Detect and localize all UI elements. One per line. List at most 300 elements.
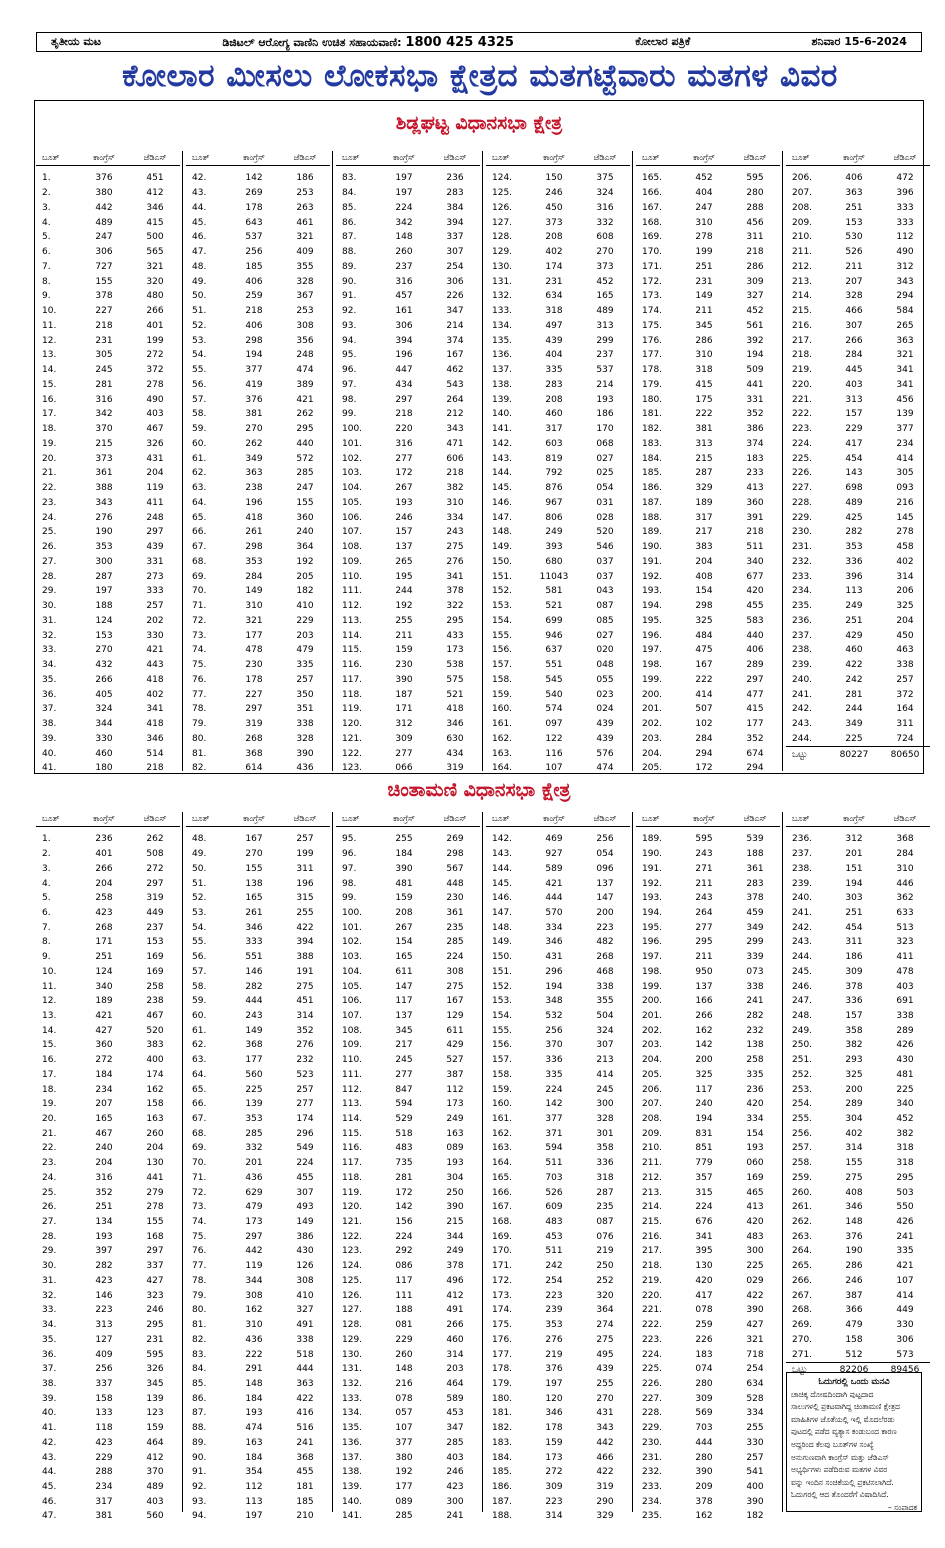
jds-votes: 583: [746, 615, 764, 626]
table-row: [36, 1244, 180, 1259]
congress-votes: 537: [245, 232, 263, 243]
booth-number: 14.: [42, 1025, 57, 1036]
jds-votes: 388: [296, 952, 314, 963]
booth-number: 152.: [492, 586, 513, 597]
jds-votes: 489: [146, 1481, 164, 1492]
congress-votes: 366: [845, 1305, 863, 1316]
jds-votes: 333: [896, 217, 914, 228]
jds-votes: 308: [296, 1275, 314, 1286]
jds-votes: 402: [896, 556, 914, 567]
table-row: [186, 950, 330, 965]
table-row: [636, 643, 780, 658]
table-row: [486, 1288, 630, 1303]
congress-votes: 483: [395, 1143, 413, 1154]
congress-votes: 183: [695, 1349, 713, 1360]
table-row: [36, 422, 180, 437]
booth-number: 140.: [342, 1496, 363, 1507]
column-divider: [632, 812, 633, 1512]
booth-number: 218.: [642, 1261, 663, 1272]
jds-votes: 060: [746, 1158, 764, 1169]
table-column: [336, 812, 480, 1524]
jds-votes: 270: [596, 1393, 614, 1404]
table-row: [786, 378, 930, 393]
congress-votes: 112: [245, 1481, 263, 1492]
booth-number: 20.: [42, 453, 57, 464]
congress-votes: 272: [95, 1055, 113, 1066]
table-row: [336, 407, 480, 422]
booth-number: 164.: [492, 1158, 513, 1169]
column-divider: [182, 151, 183, 771]
booth-number: 58.: [192, 981, 207, 992]
booth-number: 249.: [792, 1025, 813, 1036]
booth-number: 53.: [192, 907, 207, 918]
table-row: [336, 673, 480, 688]
table-row: [486, 687, 630, 702]
booth-number: 187.: [642, 497, 663, 508]
booth-number: 88.: [192, 1423, 207, 1434]
jds-votes: 154: [746, 1128, 764, 1139]
congress-votes: 353: [545, 1320, 563, 1331]
table-row: [486, 1465, 630, 1480]
booth-number: 224.: [642, 1349, 663, 1360]
table-row: [186, 861, 330, 876]
congress-votes: 309: [545, 1481, 563, 1492]
congress-votes: 352: [95, 1187, 113, 1198]
booth-number: 138.: [492, 379, 513, 390]
jds-votes: 286: [746, 261, 764, 272]
booth-number: 12.: [42, 335, 57, 346]
table-row: [486, 407, 630, 422]
jds-votes: 246: [446, 1467, 464, 1478]
congress-votes: 149: [245, 586, 263, 597]
jds-votes: 265: [896, 320, 914, 331]
jds-votes: 389: [296, 379, 314, 390]
jds-votes: 308: [296, 320, 314, 331]
jds-votes: 455: [296, 1467, 314, 1478]
booth-number: 55.: [192, 937, 207, 948]
booth-number: 193.: [642, 893, 663, 904]
section1-title: ಶಿಡ್ಲಘಟ್ಟ ವಿಧಾನಸಭಾ ಕ್ಷೇತ್ರ: [395, 112, 563, 134]
jds-votes: 412: [446, 1290, 464, 1301]
jds-votes: 248: [146, 512, 164, 523]
congress-votes: 382: [845, 1040, 863, 1051]
congress-votes: 521: [545, 601, 563, 612]
jds-votes: 352: [746, 733, 764, 744]
booth-number: 49.: [192, 849, 207, 860]
table-row: [636, 1009, 780, 1024]
table-row: [786, 920, 930, 935]
booth-number: 243.: [792, 719, 813, 730]
booth-number: 149.: [492, 937, 513, 948]
jds-votes: 250: [446, 1187, 464, 1198]
congress-votes: 113: [245, 1496, 263, 1507]
jds-votes: 023: [596, 689, 614, 700]
jds-votes: 295: [896, 1172, 914, 1183]
jds-votes: 237: [596, 350, 614, 361]
booth-number: 43.: [42, 1452, 57, 1463]
congress-votes: 396: [845, 571, 863, 582]
congress-votes: 157: [845, 1010, 863, 1021]
congress-votes: 439: [545, 335, 563, 346]
jds-votes: 541: [746, 1467, 764, 1478]
table-row: [486, 1274, 630, 1289]
booth-number: 62.: [192, 468, 207, 479]
jds-votes: 576: [596, 748, 614, 759]
booth-number: 144.: [492, 863, 513, 874]
booth-number: 165.: [642, 173, 663, 184]
booth-number: 206.: [792, 173, 813, 184]
congress-votes: 102: [695, 719, 713, 730]
jds-votes: 328: [296, 733, 314, 744]
table-row: [636, 466, 780, 481]
booth-number: 229.: [792, 512, 813, 523]
booth-number: 26.: [42, 542, 57, 553]
booth-number: 16.: [42, 394, 57, 405]
congress-votes: 318: [695, 365, 713, 376]
congress-votes: 178: [545, 1423, 563, 1434]
table-row: [636, 1097, 780, 1112]
booth-number: 154.: [492, 1010, 513, 1021]
jds-votes: 516: [296, 1423, 314, 1434]
booth-number: 130.: [342, 1349, 363, 1360]
booth-number: 197.: [642, 645, 663, 656]
booth-number: 50.: [192, 291, 207, 302]
booth-number: 210.: [642, 1143, 663, 1154]
congress-votes: 361: [95, 468, 113, 479]
jds-header: ಜೆಡಿಎಸ್: [143, 153, 167, 162]
booth-number: 79.: [192, 719, 207, 730]
jds-votes: 390: [446, 1202, 464, 1213]
congress-votes: 078: [695, 1305, 713, 1316]
jds-votes: 464: [146, 1437, 164, 1448]
booth-number: 223.: [792, 424, 813, 435]
booth-number: 3.: [42, 863, 51, 874]
congress-votes: 240: [95, 1143, 113, 1154]
table-row: [336, 994, 480, 1009]
jds-votes: 307: [446, 247, 464, 258]
jds-votes: 309: [746, 276, 764, 287]
table-row: [636, 1229, 780, 1244]
congress-votes: 158: [95, 1393, 113, 1404]
booth-number: 40.: [42, 748, 57, 759]
congress-votes: 172: [395, 1187, 413, 1198]
table-row: [36, 702, 180, 717]
jds-votes: 249: [446, 1246, 464, 1257]
booth-number: 67.: [192, 1114, 207, 1125]
congress-votes: 154: [695, 586, 713, 597]
booth-number: 139.: [342, 1481, 363, 1492]
congress-votes: 251: [95, 1202, 113, 1213]
table-row: [36, 1112, 180, 1127]
congress-votes: 148: [395, 232, 413, 243]
jds-votes: 139: [896, 409, 914, 420]
booth-number: 98.: [342, 878, 357, 889]
booth-number: 216.: [642, 1231, 663, 1242]
jds-votes: 254: [746, 1364, 764, 1375]
notice-line: ಓದುಗರಲ್ಲಿ ಆದ ತೊಂದರೆಗೆ ವಿಷಾದಿಸಿದೆ.: [791, 1490, 889, 1500]
jds-votes: 383: [146, 1040, 164, 1051]
table-row: [786, 333, 930, 348]
table-column: [186, 151, 330, 776]
congress-votes: 727: [95, 261, 113, 272]
booth-number: 151.: [492, 571, 513, 582]
booth-number: 183.: [492, 1437, 513, 1448]
booth-number: 46.: [42, 1496, 57, 1507]
table-row: [186, 994, 330, 1009]
congress-votes: 418: [245, 512, 263, 523]
booth-number: 140.: [492, 409, 513, 420]
table-row: [36, 717, 180, 732]
booth-number: 133.: [492, 306, 513, 317]
booth-number: 182.: [492, 1423, 513, 1434]
booth-number: 202.: [642, 1025, 663, 1036]
booth-number: 117.: [342, 1158, 363, 1169]
table-row: [36, 906, 180, 921]
congress-votes: 247: [695, 202, 713, 213]
jds-votes: 414: [896, 453, 914, 464]
table-row: [336, 496, 480, 511]
table-row: [336, 437, 480, 452]
jds-votes: 297: [146, 1246, 164, 1257]
booth-number: 169.: [642, 232, 663, 243]
jds-votes: 096: [596, 863, 614, 874]
table-row: [636, 1509, 780, 1524]
congress-votes: 414: [695, 689, 713, 700]
jds-votes: 674: [746, 748, 764, 759]
booth-number: 116.: [342, 1143, 363, 1154]
congress-votes: 343: [95, 497, 113, 508]
table-row: [186, 451, 330, 466]
table-row: [36, 1509, 180, 1524]
table-row: [336, 935, 480, 950]
table-row: [186, 1332, 330, 1347]
jds-votes: 203: [446, 1364, 464, 1375]
jds-votes: 257: [146, 601, 164, 612]
congress-votes: 376: [245, 394, 263, 405]
table-row: [186, 628, 330, 643]
booth-number: 228.: [642, 1408, 663, 1419]
table-row: [186, 746, 330, 761]
jds-votes: 284: [896, 849, 914, 860]
table-row: [786, 673, 930, 688]
congress-votes: 197: [545, 1378, 563, 1389]
jds-votes: 326: [146, 1364, 164, 1375]
jds-votes: 250: [596, 1261, 614, 1272]
jds-votes: 567: [446, 863, 464, 874]
table-row: [336, 1229, 480, 1244]
jds-votes: 456: [746, 217, 764, 228]
jds-votes: 073: [746, 966, 764, 977]
congress-votes: 281: [95, 379, 113, 390]
congress-votes: 518: [395, 1128, 413, 1139]
table-row: [786, 230, 930, 245]
booth-number: 180.: [642, 394, 663, 405]
jds-votes: 258: [746, 1055, 764, 1066]
jds-votes: 295: [146, 1320, 164, 1331]
table-row: [36, 451, 180, 466]
congress-votes: 344: [245, 1275, 263, 1286]
table-row: [636, 245, 780, 260]
table-row: [36, 1068, 180, 1083]
congress-votes: 393: [545, 542, 563, 553]
booth-number: 161.: [492, 719, 513, 730]
booth-number: 61.: [192, 1025, 207, 1036]
congress-votes: 231: [545, 276, 563, 287]
congress-votes: 595: [695, 834, 713, 845]
congress-votes: 423: [95, 1275, 113, 1286]
congress-votes: 378: [95, 291, 113, 302]
congress-votes: 153: [95, 630, 113, 641]
column-divider: [182, 812, 183, 1512]
jds-votes: 167: [446, 996, 464, 1007]
jds-votes: 471: [446, 438, 464, 449]
congress-votes: 395: [695, 1246, 713, 1257]
jds-votes: 441: [146, 1172, 164, 1183]
booth-number: 168.: [492, 1217, 513, 1228]
column-header: [336, 812, 480, 827]
jds-votes: 347: [446, 1423, 464, 1434]
table-row: [336, 1406, 480, 1421]
congress-votes: 175: [695, 394, 713, 405]
congress-votes: 146: [245, 966, 263, 977]
congress-votes: 11043: [539, 571, 569, 582]
congress-votes: 489: [845, 497, 863, 508]
congress-votes: 167: [245, 834, 263, 845]
jds-votes: 199: [146, 335, 164, 346]
booth-number: 51.: [192, 306, 207, 317]
table-row: [336, 1435, 480, 1450]
congress-votes: 258: [95, 893, 113, 904]
booth-number: 79.: [192, 1290, 207, 1301]
jds-votes: 318: [896, 1158, 914, 1169]
table-row: [636, 1377, 780, 1392]
jds-votes: 464: [446, 1378, 464, 1389]
booth-number: 88.: [342, 247, 357, 258]
table-row: [636, 1068, 780, 1083]
booth-number: 174.: [642, 306, 663, 317]
jds-votes: 390: [746, 1496, 764, 1507]
table-row: [786, 1318, 930, 1333]
table-row: [636, 761, 780, 776]
jds-votes: 368: [296, 1452, 314, 1463]
jds-votes: 490: [896, 247, 914, 258]
table-row: [186, 1509, 330, 1524]
congress-votes: 390: [695, 1467, 713, 1478]
table-row: [336, 289, 480, 304]
congress-votes: 196: [395, 350, 413, 361]
booth-number: 269.: [792, 1320, 813, 1331]
jds-votes: 174: [146, 1069, 164, 1080]
booth-number: 160.: [492, 1099, 513, 1110]
booth-number: 80.: [192, 1305, 207, 1316]
table-row: [636, 1318, 780, 1333]
booth-number: 230.: [792, 527, 813, 538]
congress-votes: 581: [545, 586, 563, 597]
notice-body: [791, 1389, 917, 1502]
booth-number: 227.: [642, 1393, 663, 1404]
jds-votes: 245: [596, 1084, 614, 1095]
table-row: [636, 422, 780, 437]
jds-votes: 257: [296, 674, 314, 685]
jds-votes: 203: [296, 630, 314, 641]
congress-votes: 078: [395, 1393, 413, 1404]
booth-number: 1.: [42, 834, 51, 845]
table-row: [486, 1097, 630, 1112]
congress-votes: 294: [695, 748, 713, 759]
jds-votes: 434: [446, 748, 464, 759]
table-row: [336, 1347, 480, 1362]
table-row: [636, 832, 780, 847]
jds-votes: 372: [896, 689, 914, 700]
table-row: [486, 979, 630, 994]
jds-votes: 538: [446, 660, 464, 671]
booth-number: 73.: [192, 630, 207, 641]
table-row: [186, 392, 330, 407]
jds-votes: 323: [146, 1290, 164, 1301]
booth-number: 105.: [342, 981, 363, 992]
table-row: [786, 1288, 930, 1303]
table-column: [786, 812, 930, 1378]
jds-votes: 282: [746, 1010, 764, 1021]
table-row: [786, 186, 930, 201]
table-row: [786, 422, 930, 437]
jds-votes: 589: [446, 1393, 464, 1404]
booth-number: 233.: [642, 1481, 663, 1492]
jds-votes: 420: [746, 586, 764, 597]
booth-number: 239.: [792, 660, 813, 671]
jds-votes: 299: [596, 335, 614, 346]
jds-votes: 420: [746, 1217, 764, 1228]
congress-votes: 262: [245, 438, 263, 449]
booth-number: 142.: [492, 438, 513, 449]
booth-number: 204.: [642, 1055, 663, 1066]
table-row: [486, 1053, 630, 1068]
jds-votes: 340: [746, 556, 764, 567]
booth-number: 212.: [792, 261, 813, 272]
jds-votes: 382: [896, 1128, 914, 1139]
jds-votes: 162: [146, 1084, 164, 1095]
congress-votes: 358: [845, 1025, 863, 1036]
congress-votes: 143: [845, 468, 863, 479]
total-label: ಒಟ್ಟು: [792, 1365, 808, 1376]
jds-votes: 340: [896, 1099, 914, 1110]
booth-number: 216.: [792, 320, 813, 331]
jds-votes: 191: [296, 966, 314, 977]
table-row: [786, 1038, 930, 1053]
table-row: [786, 964, 930, 979]
jds-votes: 422: [746, 1290, 764, 1301]
congress-votes: 368: [245, 1040, 263, 1051]
booth-number: 148.: [492, 922, 513, 933]
congress-votes: 406: [245, 320, 263, 331]
congress-votes: 193: [95, 1231, 113, 1242]
booth-number: 268.: [792, 1305, 813, 1316]
jds-votes: 147: [596, 893, 614, 904]
booth-number: 214.: [642, 1202, 663, 1213]
table-row: [186, 230, 330, 245]
booth-number: 87.: [192, 1408, 207, 1419]
jds-votes: 054: [596, 483, 614, 494]
table-row: [186, 260, 330, 275]
jds-votes: 037: [596, 556, 614, 567]
column-divider: [482, 151, 483, 771]
congress-votes: 177: [245, 630, 263, 641]
jds-votes: 241: [896, 1231, 914, 1242]
table-row: [636, 1406, 780, 1421]
congress-votes: 211: [695, 878, 713, 889]
jds-votes: 426: [896, 1217, 914, 1228]
jds-votes: 266: [146, 306, 164, 317]
